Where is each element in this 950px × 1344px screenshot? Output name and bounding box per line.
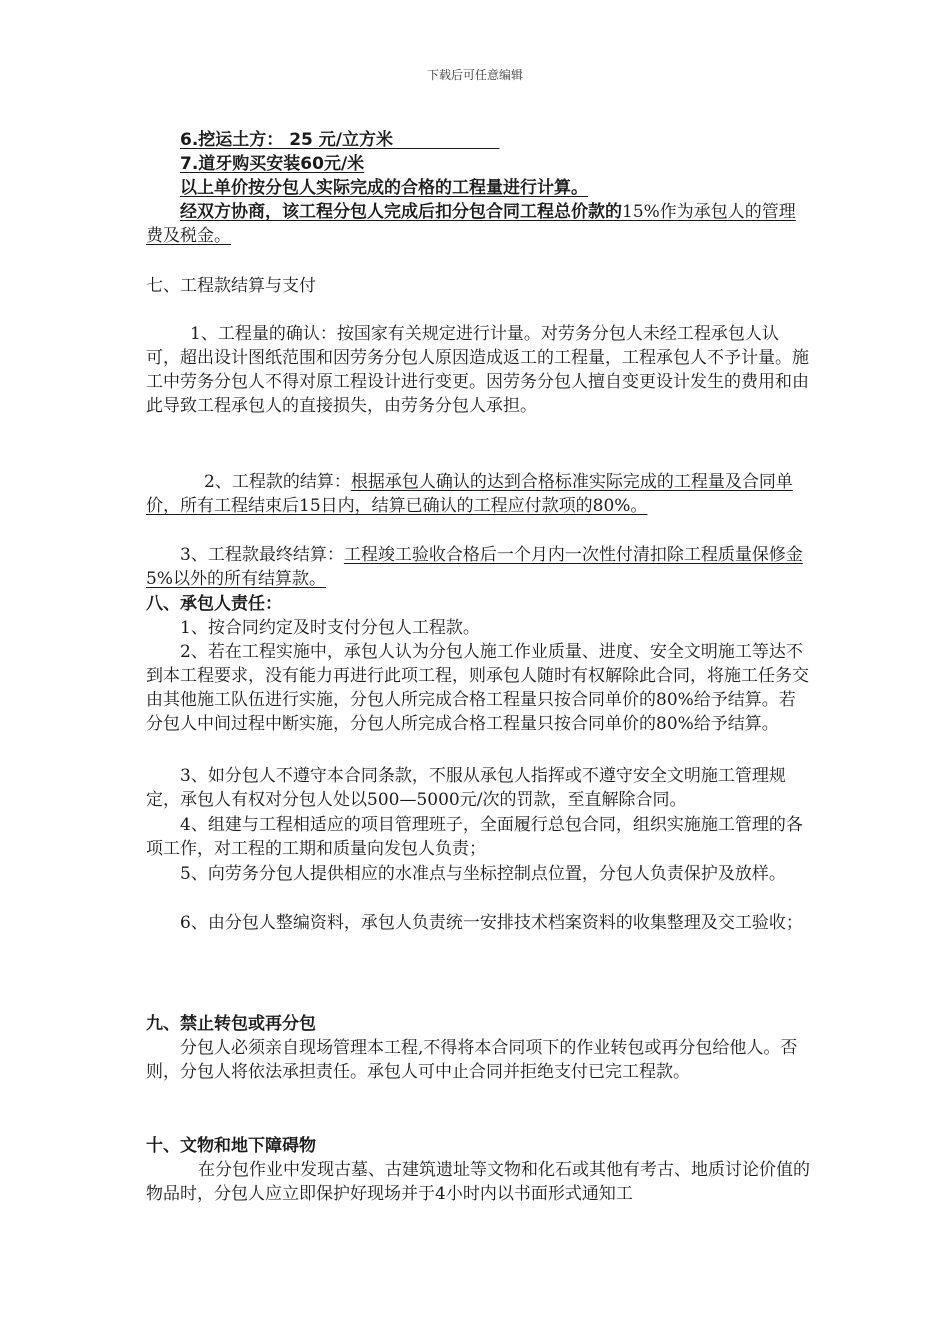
- calc-note-text: 以上单价按分包人实际完成的合格的工程量进行计算。: [180, 178, 588, 198]
- section-8-item-2: 2、若在工程实施中，承包人认为分包人施工作业质量、进度、安全文明施工等达不到本工程要求，没有能力再进行此项工程，则承包人随时有权解除此合同，将施工任务交由其他施工队伍进行实施，分包人所完成合格工程量只按合同单价的80%给予结算。若分包人中间过程中断实施，分包人所完成合格工程量只按合同单价的80%给予结算。: [146, 642, 809, 734]
- section-7-item-2-label: 2、工程款的结算：: [204, 472, 351, 492]
- price-item-6-text: 6.挖运土方： 25 元/立方米: [180, 130, 393, 150]
- section-7-item-3: [146, 543, 810, 591]
- price-item-7-text: 7.道牙购买安装60元/米: [180, 154, 365, 174]
- section-9-paragraph: 分包人必须亲自现场管理本工程,不得将本合同项下的作业转包或再分包给他人。否则，分包人将依法承担责任。承包人可中止合同并拒绝支付已完工程款。: [146, 1038, 798, 1082]
- section-8-title: 八、承包人责任：: [146, 594, 282, 614]
- management-fee-text-a: 经双方协商，该工程分包人完成后扣分包合同工程总价款的: [180, 202, 622, 222]
- calc-note: [146, 176, 810, 200]
- price-item-7: [146, 152, 810, 176]
- section-7-item-1: 1、工程量的确认：按国家有关规定进行计量。对劳务分包人未经工程承包人认可，超出设计图纸范围和因劳务分包人原因造成返工的工程量，工程承包人不予计量。施工中劳务分包人不得对原工程设计进行变更。因劳务分包人擅自变更设计发生的费用和由此导致工程承包人的直接损失，由劳务分包人承担。: [146, 324, 809, 416]
- section-9-title: 九、禁止转包或再分包: [146, 1014, 316, 1034]
- section-7-item-2: [146, 470, 810, 518]
- section-8-item-6: 6、由分包人整编资料，承包人负责统一安排技术档案资料的收集整理及交工验收；: [180, 913, 803, 933]
- section-10-title: 十、文物和地下障碍物: [146, 1136, 316, 1156]
- section-7-item-3-label: 3、工程款最终结算：: [180, 545, 344, 565]
- page-header: 下载后可任意编辑: [426, 68, 523, 82]
- management-fee-text-b: 15%作为承包人的管理费及税金。: [146, 202, 796, 246]
- management-fee-paragraph: [146, 200, 810, 248]
- section-8-item-5: 5、向劳务分包人提供相应的水准点与坐标控制点位置，分包人负责保护及放样。: [180, 864, 786, 884]
- section-10-paragraph: 在分包作业中发现古墓、古建筑遗址等文物和化石或其他有考古、地质讨论价值的物品时，分包人应立即保护好现场并于4小时内以书面形式通知工: [146, 1160, 810, 1204]
- section-7-title: 七、工程款结算与支付: [146, 276, 316, 296]
- section-8-item-3: 3、如分包人不遵守本合同条款，不服从承包人指挥或不遵守安全文明施工管理规定，承包人有权对分包人处以500—5000元/次的罚款，至直解除合同。: [146, 766, 786, 810]
- section-8-item-4: 4、组建与工程相适应的项目管理班子，全面履行总包合同，组织实施施工管理的各项工作，对工程的工期和质量向发包人负责；: [146, 815, 803, 859]
- section-7-item-2-text: 根据承包人确认的达到合格标准实际完成的工程量及合同单价，所有工程结束后15日内，结算已确认的工程应付款项的80%。: [146, 472, 793, 516]
- section-7-item-3-text: 工程竣工验收合格后一个月内一次性付清扣除工程质量保修金5%以外的所有结算款。: [146, 545, 803, 589]
- section-8-item-1: 1、按合同约定及时支付分包人工程款。: [180, 618, 480, 638]
- price-item-6: [146, 128, 810, 152]
